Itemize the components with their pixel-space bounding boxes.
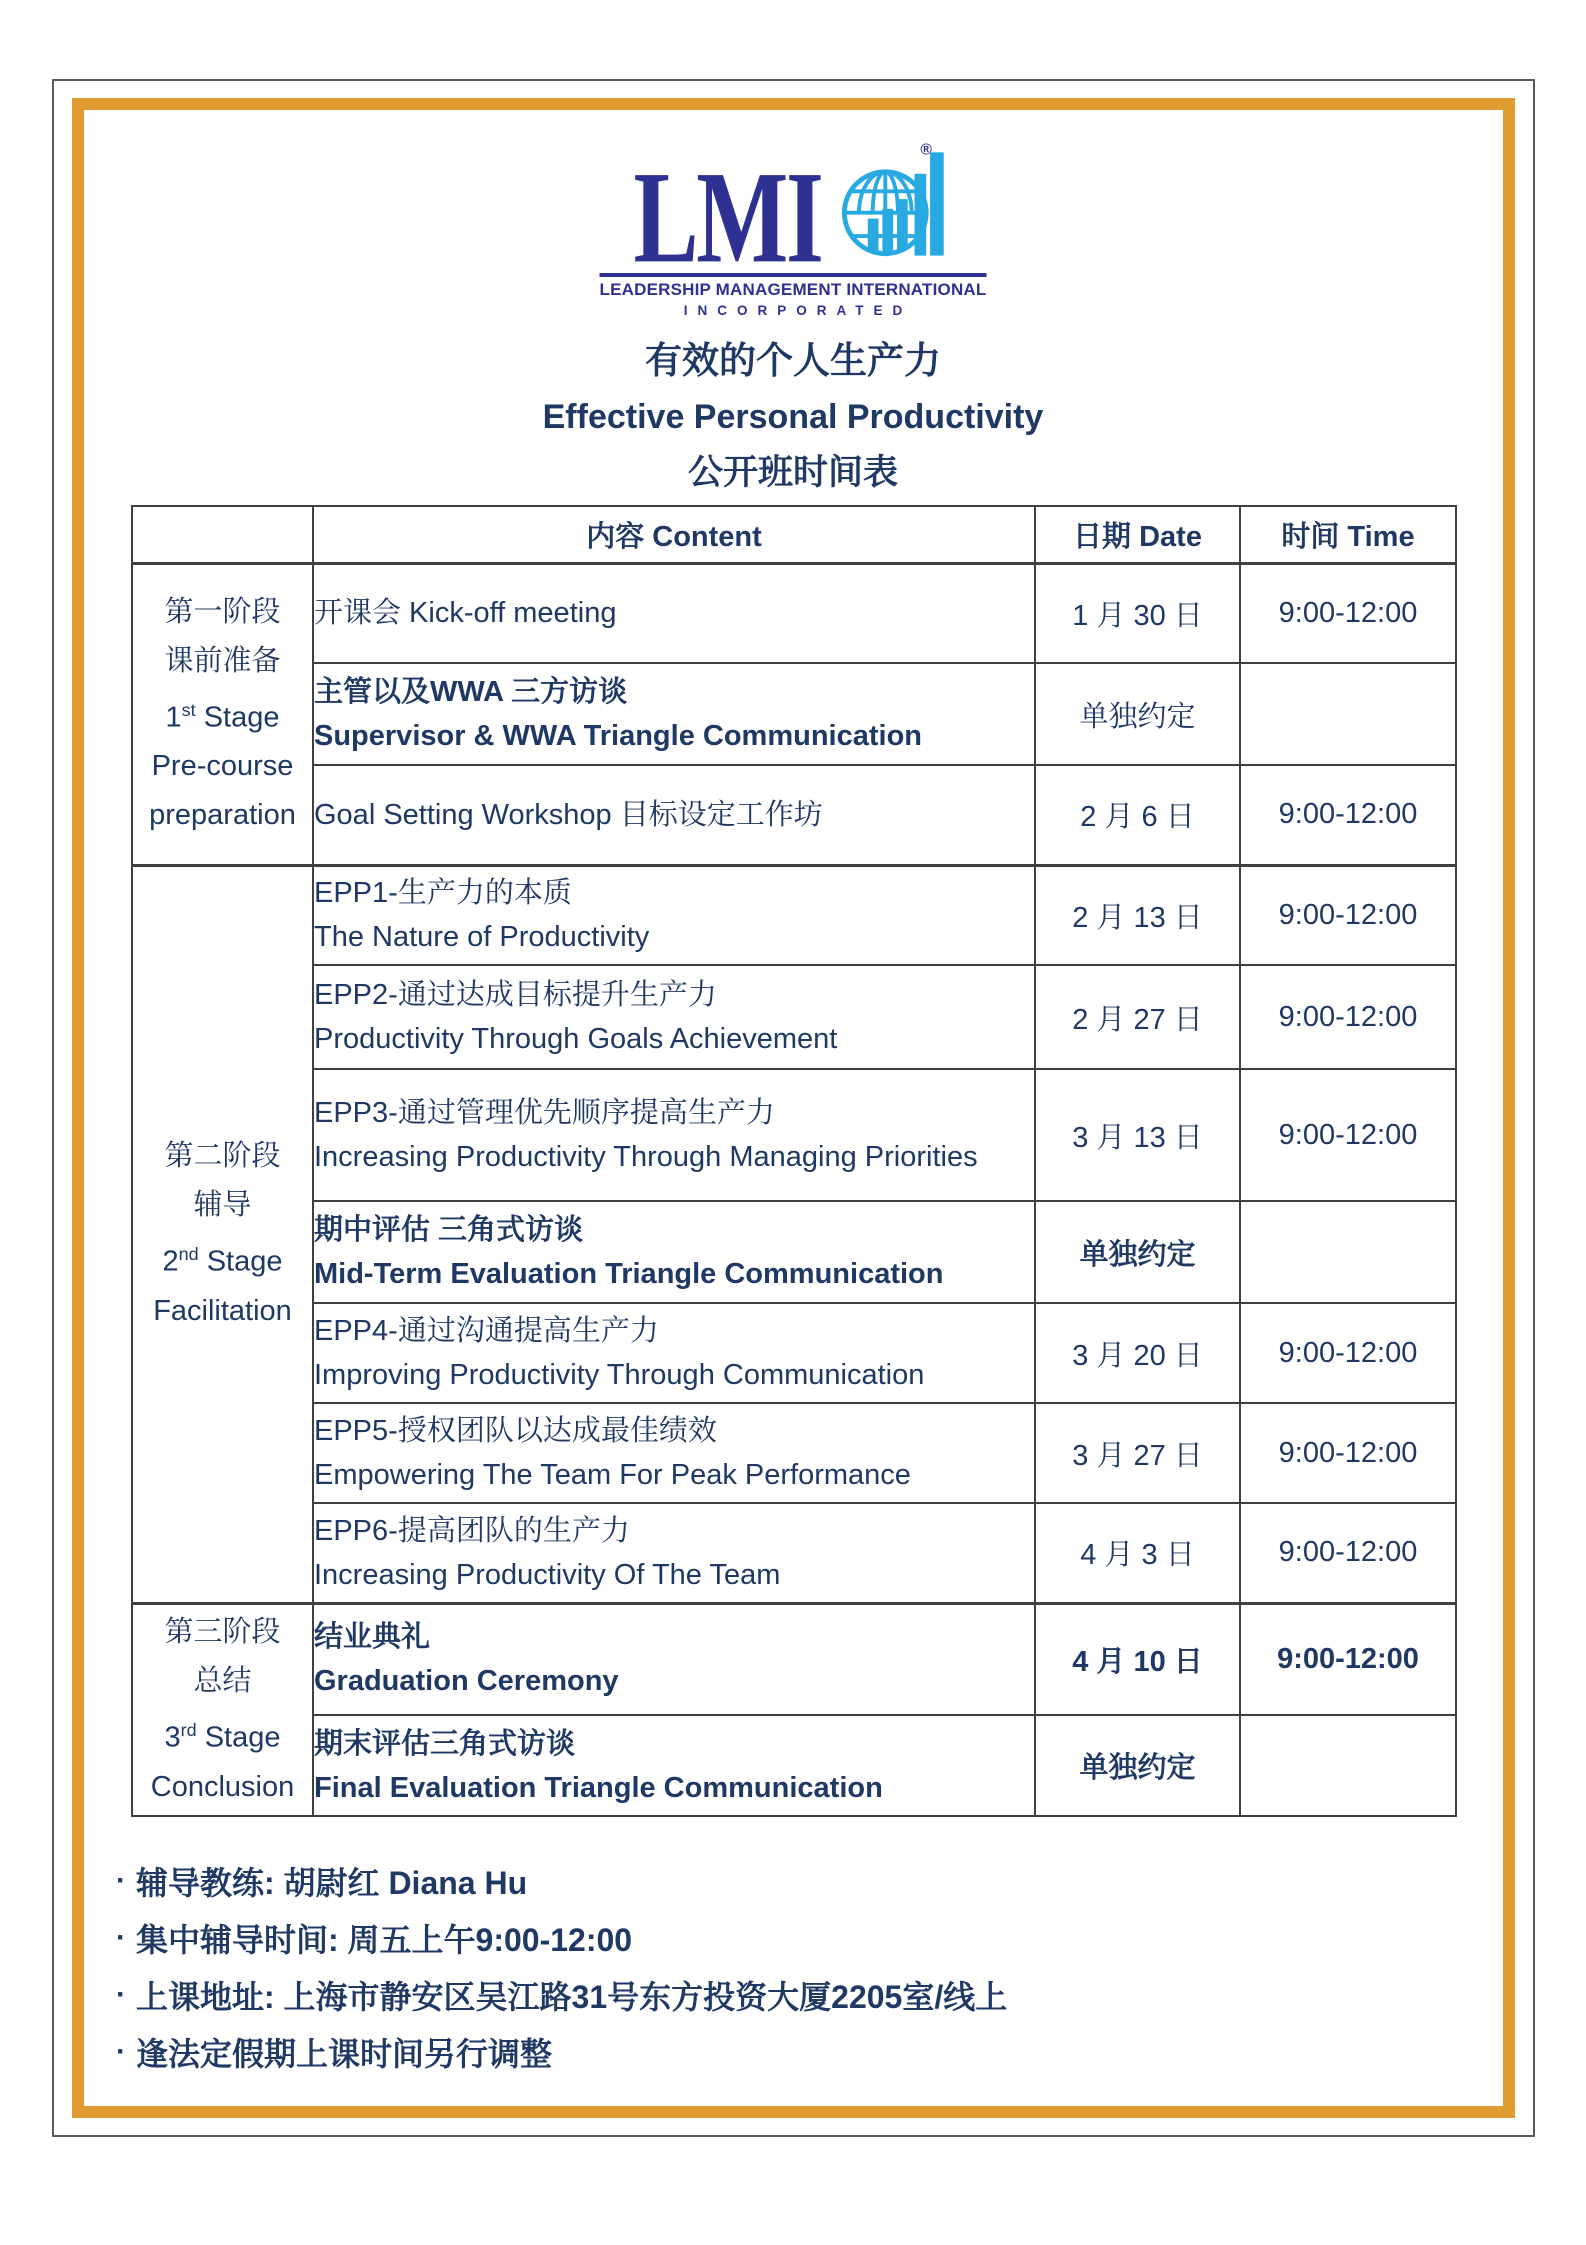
footer-holiday-note: 逢法定假期上课时间另行调整: [136, 2035, 553, 2072]
list-item: [106, 1852, 1007, 1909]
content-line-zh: EPP5-授权团队以达成最佳绩效: [314, 1415, 717, 1447]
stage-line: 辅导: [193, 1189, 252, 1222]
stage-line: 总结: [193, 1664, 252, 1697]
table-row: [132, 1403, 1456, 1503]
content-line-en: Supervisor & WWA Triangle Communication: [314, 720, 922, 752]
content-line-zh: 期中评估 三角式访谈: [314, 1214, 584, 1246]
bullet-icon: ·: [116, 1863, 126, 1897]
schedule-table: [131, 505, 1457, 1817]
time-cell: [1240, 1715, 1456, 1816]
stage-line: 第三阶段: [164, 1615, 281, 1648]
content-cell: [313, 1503, 1035, 1603]
content-cell: [313, 663, 1035, 765]
logo-company-name: LEADERSHIP MANAGEMENT INTERNATIONAL: [600, 273, 987, 300]
content-cell: [313, 1069, 1035, 1201]
lmi-wordmark: LMI: [633, 144, 822, 291]
content-line-zh: EPP1-生产力的本质: [314, 877, 572, 910]
content-line-en: Graduation Ceremony: [314, 1665, 619, 1698]
content-cell: [313, 765, 1035, 865]
table-header-row: [132, 506, 1456, 563]
footer-address: 上课地址: 上海市静安区吴江路31号东方投资大厦2205室/线上: [136, 1978, 1008, 2015]
stage-cell-2: [132, 865, 313, 1603]
date-cell: 4 月 10 日: [1035, 1603, 1240, 1715]
table-row: [132, 663, 1456, 765]
date-cell: 2 月 13 日: [1035, 865, 1240, 965]
stage-cell-1: [132, 563, 313, 865]
content-line-en: Empowering The Team For Peak Performance: [314, 1459, 911, 1491]
content-line-en: Increasing Productivity Through Managing Priorities: [314, 1141, 978, 1173]
logo-incorporated: INCORPORATED: [683, 303, 913, 318]
date-cell: 2 月 27 日: [1035, 965, 1240, 1069]
page-title-block: [0, 333, 1586, 501]
time-cell: 9:00-12:00: [1240, 865, 1456, 965]
stage-line: preparation: [149, 799, 296, 832]
stage-line: Facilitation: [153, 1294, 292, 1327]
content-line-zh: 开课会 Kick-off meeting: [314, 597, 617, 630]
table-row: [132, 1303, 1456, 1403]
footer-notes: [106, 1852, 1007, 2080]
content-line-zh: EPP4-通过沟通提高生产力: [314, 1315, 659, 1347]
table-row: [132, 965, 1456, 1069]
stage-line: 3rd Stage: [164, 1719, 281, 1754]
table-row: [132, 1603, 1456, 1715]
content-line-zh: 期末评估三角式访谈: [314, 1727, 576, 1760]
content-cell: [313, 965, 1035, 1069]
date-cell: 3 月 13 日: [1035, 1069, 1240, 1201]
table-row: [132, 1201, 1456, 1303]
content-cell: [313, 865, 1035, 965]
date-cell: 3 月 20 日: [1035, 1303, 1240, 1403]
time-cell: [1240, 1201, 1456, 1303]
list-item: [106, 1966, 1007, 2023]
time-cell: 9:00-12:00: [1240, 1503, 1456, 1603]
list-item: [106, 2023, 1007, 2080]
time-cell: 9:00-12:00: [1240, 965, 1456, 1069]
content-line-en: Improving Productivity Through Communication: [314, 1359, 925, 1391]
stage-line: 第二阶段: [164, 1140, 281, 1173]
globe-bars-icon: [841, 140, 953, 271]
content-line-en: Mid-Term Evaluation Triangle Communication: [314, 1258, 944, 1290]
stage-line: Pre-course: [151, 750, 294, 783]
table-row: [132, 1069, 1456, 1201]
bullet-icon: ·: [116, 1977, 126, 2011]
title-en: Effective Personal Productivity: [542, 398, 1044, 436]
content-line-zh: EPP2-通过达成目标提升生产力: [314, 979, 717, 1011]
content-cell: [313, 563, 1035, 663]
footer-coach: 辅导教练: 胡尉红 Diana Hu: [136, 1864, 528, 1901]
stage-column-header: [132, 506, 313, 563]
content-line-en: The Nature of Productivity: [314, 921, 650, 954]
content-cell: [313, 1403, 1035, 1503]
date-cell: 2 月 6 日: [1035, 765, 1240, 865]
registered-mark-icon: ®: [920, 141, 932, 159]
stage-line: Conclusion: [150, 1770, 295, 1803]
table-row: [132, 1715, 1456, 1816]
date-cell: 3 月 27 日: [1035, 1403, 1240, 1503]
time-cell: 9:00-12:00: [1240, 1603, 1456, 1715]
table-row: [132, 865, 1456, 965]
time-cell: 9:00-12:00: [1240, 1069, 1456, 1201]
date-cell: 单独约定: [1035, 1715, 1240, 1816]
content-cell: [313, 1303, 1035, 1403]
content-line-zh: EPP6-提高团队的生产力: [314, 1514, 630, 1547]
content-line-zh: 结业典礼: [314, 1621, 431, 1654]
time-cell: 9:00-12:00: [1240, 765, 1456, 865]
date-cell: 单独约定: [1035, 663, 1240, 765]
date-cell: 单独约定: [1035, 1201, 1240, 1303]
footer-coaching-time: 集中辅导时间: 周五上午9:00-12:00: [136, 1921, 633, 1958]
title-subtitle: 公开班时间表: [687, 453, 898, 492]
content-column-header: 内容 Content: [313, 506, 1035, 563]
date-cell: 4 月 3 日: [1035, 1503, 1240, 1603]
content-cell: [313, 1603, 1035, 1715]
stage-line: 第一阶段: [164, 595, 281, 628]
content-line-zh: EPP3-通过管理优先顺序提高生产力: [314, 1097, 775, 1129]
stage-cell-3: [132, 1603, 313, 1816]
table-row: [132, 1503, 1456, 1603]
stage-line: 2nd Stage: [162, 1244, 283, 1278]
table-row: [132, 765, 1456, 865]
title-zh: 有效的个人生产力: [645, 340, 941, 381]
content-line-en: Increasing Productivity Of The Team: [314, 1558, 781, 1591]
date-column-header: 日期 Date: [1035, 506, 1240, 563]
table-row: [132, 563, 1456, 663]
content-line-zh: Goal Setting Workshop 目标设定工作坊: [314, 798, 823, 831]
time-column-header: 时间 Time: [1240, 506, 1456, 563]
lmi-logo: [600, 140, 987, 318]
content-cell: [313, 1715, 1035, 1816]
stage-line: 课前准备: [164, 644, 281, 677]
time-cell: [1240, 663, 1456, 765]
date-cell: 1 月 30 日: [1035, 563, 1240, 663]
content-cell: [313, 1201, 1035, 1303]
content-line-zh: 主管以及WWA 三方访谈: [314, 676, 628, 708]
list-item: [106, 1909, 1007, 1966]
time-cell: 9:00-12:00: [1240, 1303, 1456, 1403]
stage-line: 1st Stage: [165, 699, 280, 734]
bullet-icon: ·: [116, 1920, 126, 1954]
content-line-en: Productivity Through Goals Achievement: [314, 1023, 838, 1055]
content-line-en: Final Evaluation Triangle Communication: [314, 1771, 883, 1804]
time-cell: 9:00-12:00: [1240, 563, 1456, 663]
time-cell: 9:00-12:00: [1240, 1403, 1456, 1503]
bullet-icon: ·: [116, 2034, 126, 2068]
